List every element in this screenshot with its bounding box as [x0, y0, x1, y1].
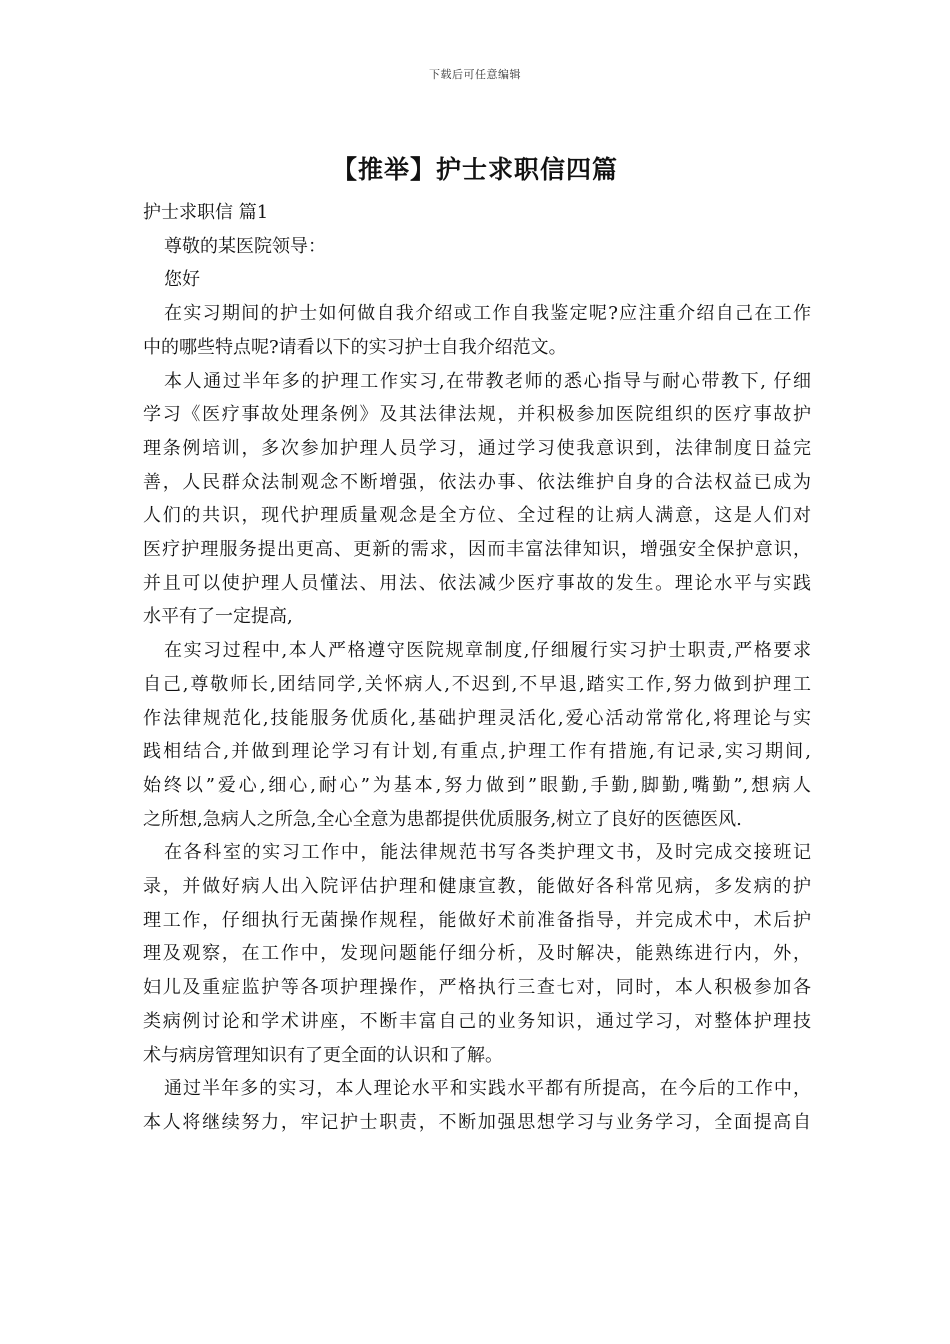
paragraph-line: 医疗护理服务提出更高、更新的需求，因而丰富法律知识，增强安全保护意识，: [143, 539, 811, 561]
paragraph-line: 在各科室的实习工作中，能法律规范书写各类护理文书，及时完成交接班记: [164, 842, 811, 864]
document-body: [143, 196, 811, 1140]
paragraph-line: 理及观察，在工作中，发现问题能仔细分析，及时解决，能熟练进行内，外，: [143, 943, 811, 965]
salutation: 尊敬的某医院领导：: [164, 235, 326, 257]
greeting: 您好: [164, 269, 200, 291]
paragraph-line: 作法律规范化,技能服务优质化,基础护理灵活化,爱心活动常常化,将理论与实: [143, 707, 811, 729]
header-note: 下载后可任意编辑: [429, 68, 521, 81]
paragraph-line: 水平有了一定提高,: [143, 606, 293, 628]
paragraph-line: 妇儿及重症监护等各项护理操作，严格执行三查七对，同时，本人积极参加各: [143, 977, 811, 999]
paragraph-line: 学习《医疗事故处理条例》及其法律法规，并积极参加医院组织的医疗事故护: [143, 404, 811, 426]
paragraph-line: 理工作，仔细执行无菌操作规程，能做好术前准备指导，并完成术中，术后护: [143, 909, 811, 931]
paragraph-line: 在实习期间的护士如何做自我介绍或工作自我鉴定呢?应注重介绍自己在工作: [164, 303, 811, 325]
paragraph-line: 自己,尊敬师长,团结同学,关怀病人,不迟到,不早退,踏实工作,努力做到护理工: [143, 673, 811, 695]
paragraph-line: 理条例培训，多次参加护理人员学习，通过学习使我意识到，法律制度日益完: [143, 437, 811, 459]
paragraph-line: 通过半年多的实习，本人理论水平和实践水平都有所提高，在今后的工作中，: [164, 1078, 811, 1100]
document-title: 【推举】护士求职信四篇: [331, 155, 618, 184]
paragraph-line: 践相结合,并做到理论学习有计划,有重点,护理工作有措施,有记录,实习期间,: [143, 741, 811, 763]
paragraph-line: 始终以”爱心,细心,耐心”为基本,努力做到”眼勤,手勤,脚勤,嘴勤”,想病人: [143, 774, 811, 796]
paragraph-line: 录，并做好病人出入院评估护理和健康宣教，能做好各科常见病，多发病的护: [143, 876, 811, 898]
paragraph-line: 在实习过程中,本人严格遵守医院规章制度,仔细履行实习护士职责,严格要求: [164, 640, 811, 662]
paragraph-line: 善，人民群众法制观念不断增强，依法办事、依法维护自身的合法权益已成为: [143, 471, 811, 493]
paragraph-line: 人们的共识，现代护理质量观念是全方位、全过程的让病人满意，这是人们对: [143, 505, 811, 527]
paragraph-line: 并且可以使护理人员懂法、用法、依法减少医疗事故的发生。理论水平与实践: [143, 572, 811, 594]
paragraph-line: 之所想,急病人之所急,全心全意为患都提供优质服务,树立了良好的医德医风.: [143, 808, 742, 830]
paragraph-line: 本人将继续努力，牢记护士职责，不断加强思想学习与业务学习，全面提高自: [143, 1111, 811, 1133]
paragraph-line: 术与病房管理知识有了更全面的认识和了解。: [143, 1044, 503, 1066]
section-heading: 护士求职信 篇1: [143, 202, 269, 223]
paragraph-line: 中的哪些特点呢?请看以下的实习护士自我介绍范文。: [143, 336, 567, 358]
paragraph-line: 本人通过半年多的护理工作实习,在带教老师的悉心指导与耐心带教下, 仔细: [164, 370, 811, 392]
paragraph-line: 类病例讨论和学术讲座，不断丰富自己的业务知识，通过学习，对整体护理技: [143, 1010, 811, 1032]
